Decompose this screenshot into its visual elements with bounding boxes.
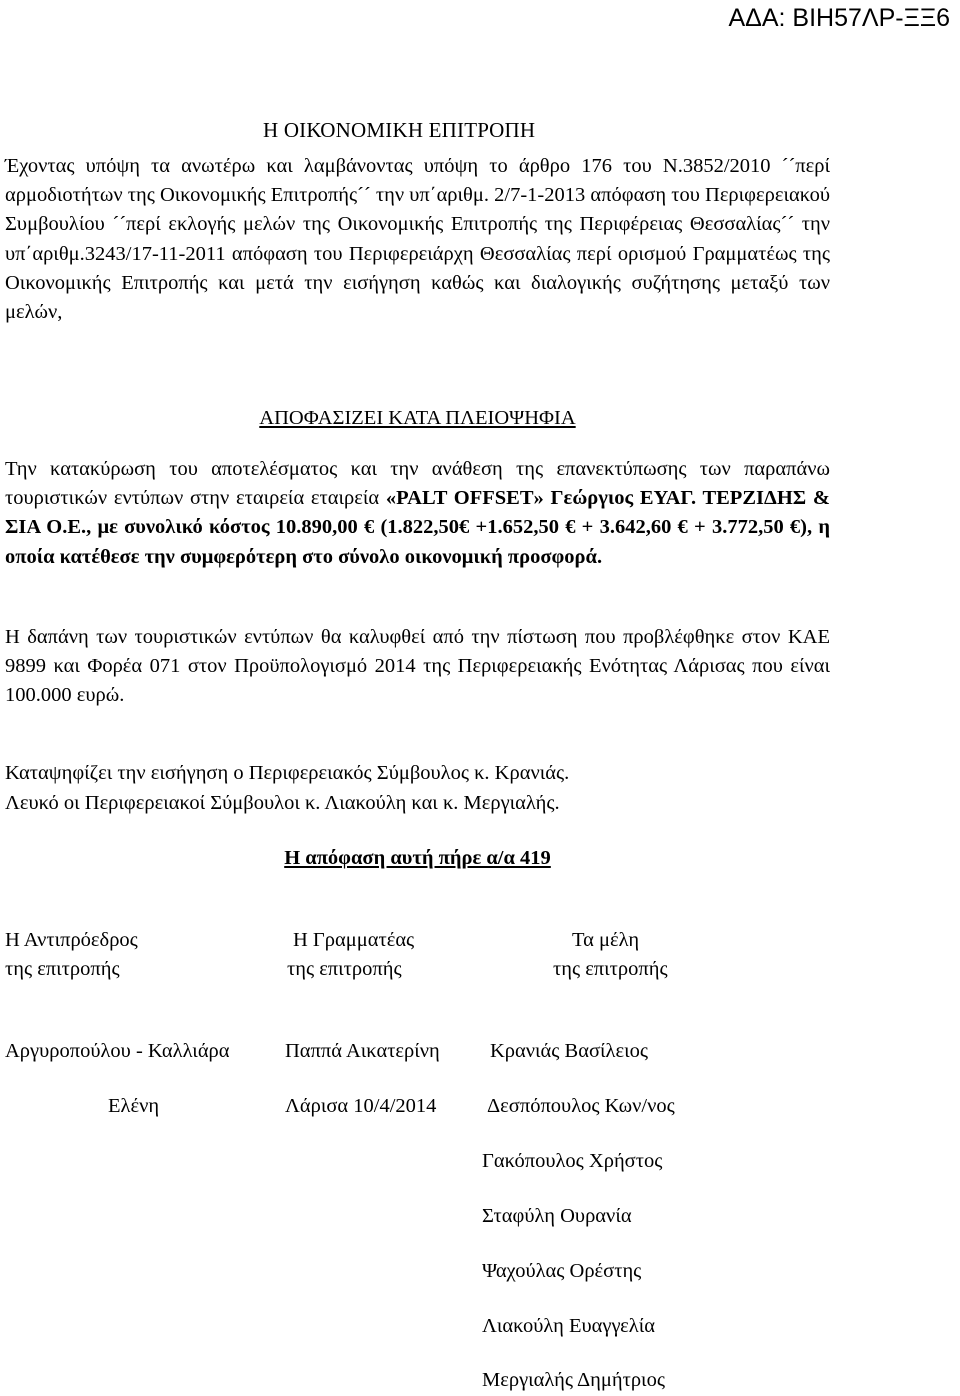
member-name: Γακόπουλος Χρήστος: [482, 1150, 663, 1172]
decision-contractor-cost: «PALT OFFSET» Γεώργιος ΕΥΑΓ. ΤΕΡΖΙΔΗΣ & ΣΙΑ Ο.Ε., με συνολικό κόστος 10.890,00 € (1.822,50€ +1.652,50 € + 3.642,60 € + 3.772,50 €), η οποία κατέθεσε την συμφερότερη στο σύνολο οικονομική προσφορά.: [5, 487, 831, 568]
member-name: Σταφύλη Ουρανία: [482, 1205, 632, 1227]
vote-against: Καταψηφίζει την εισήγηση ο Περιφερειακός Σύμβουλος κ. Κρανιάς.: [5, 762, 570, 784]
member-name: Ψαχούλας Ορέστης: [482, 1260, 642, 1282]
role-vice-president: Η Αντιπρόεδρος: [5, 929, 138, 951]
member-name: Λιακούλη Ευαγγελία: [482, 1315, 655, 1337]
funding-paragraph: Η δαπάνη των τουριστικών εντύπων θα καλυφθεί από την πίστωση που προβλέφθηκε στον ΚΑΕ 9899 και Φορέα 071 στον Προϋπολογισμό 2014 της Περιφερειακής Ενότητας Λάρισας που είναι 100.000 ευρώ.: [5, 626, 830, 707]
vice-president-name: Αργυροπούλου - Καλλιάρα: [5, 1040, 230, 1062]
decision-heading: ΑΠΟΦΑΣΙΖΕΙ ΚΑΤΑ ΠΛΕΙΟΨΗΦΙΑ: [259, 407, 576, 429]
page-title: Η ΟΙΚΟΝΟΜΙΚΗ ΕΠΙΤΡΟΠΗ: [263, 118, 536, 142]
vote-blank: Λευκό οι Περιφερειακοί Σύμβουλοι κ. Λιακούλη και κ. Μεργιαλής.: [5, 792, 560, 814]
role-members: Τα μέλη: [572, 929, 640, 951]
member-name: Κρανιάς Βασίλειος: [490, 1040, 648, 1062]
role-secretary: Η Γραμματέας: [293, 929, 415, 951]
decision-paragraph: [5, 455, 830, 572]
role-members-line2: της επιτροπής: [553, 958, 668, 980]
ada-code: ΑΔΑ: ΒΙΗ57ΛΡ-ΞΞ6: [728, 4, 950, 32]
decision-number: Η απόφαση αυτή πήρε α/α 419: [284, 847, 551, 869]
role-vice-president-line2: της επιτροπής: [5, 958, 120, 980]
member-name: Μεργιαλής Δημήτριος: [482, 1369, 665, 1391]
member-name: Δεσπόπουλος Κων/νος: [487, 1095, 675, 1117]
secretary-name: Παππά Αικατερίνη: [285, 1040, 440, 1062]
vice-president-name-line2: Ελένη: [108, 1095, 160, 1117]
decision-text: Την κατακύρωση του αποτελέσματος και την ανάθεση της επανεκτύπωσης των παραπάνω τουριστικών εντύπων στην εταιρεία εταιρεία: [5, 458, 830, 510]
intro-paragraph: Έχοντας υπόψη τα ανωτέρω και λαμβάνοντας υπόψη το άρθρο 176 του Ν.3852/2010 ´´περί αρμοδιοτήτων της Οικονομικής Επιτροπής´´ την υπ΄αριθμ. 2/7-1-2013 απόφαση του Περιφερειακού Συμβουλίου ´´περί εκλογής μελών της Οικονομικής Επιτροπής της Περιφέρειας Θεσσαλίας´´ την υπ΄αριθμ.3243/17-11-2011 απόφαση του Περιφερειάρχη Θεσσαλίας περί ορισμού Γραμματέως της Οικονομικής Επιτροπής και μετά την εισήγηση καθώς και διαλογικής συζήτησης μεταξύ των μελών,: [5, 155, 830, 324]
role-secretary-line2: της επιτροπής: [287, 958, 402, 980]
place-date: Λάρισα 10/4/2014: [285, 1095, 437, 1117]
